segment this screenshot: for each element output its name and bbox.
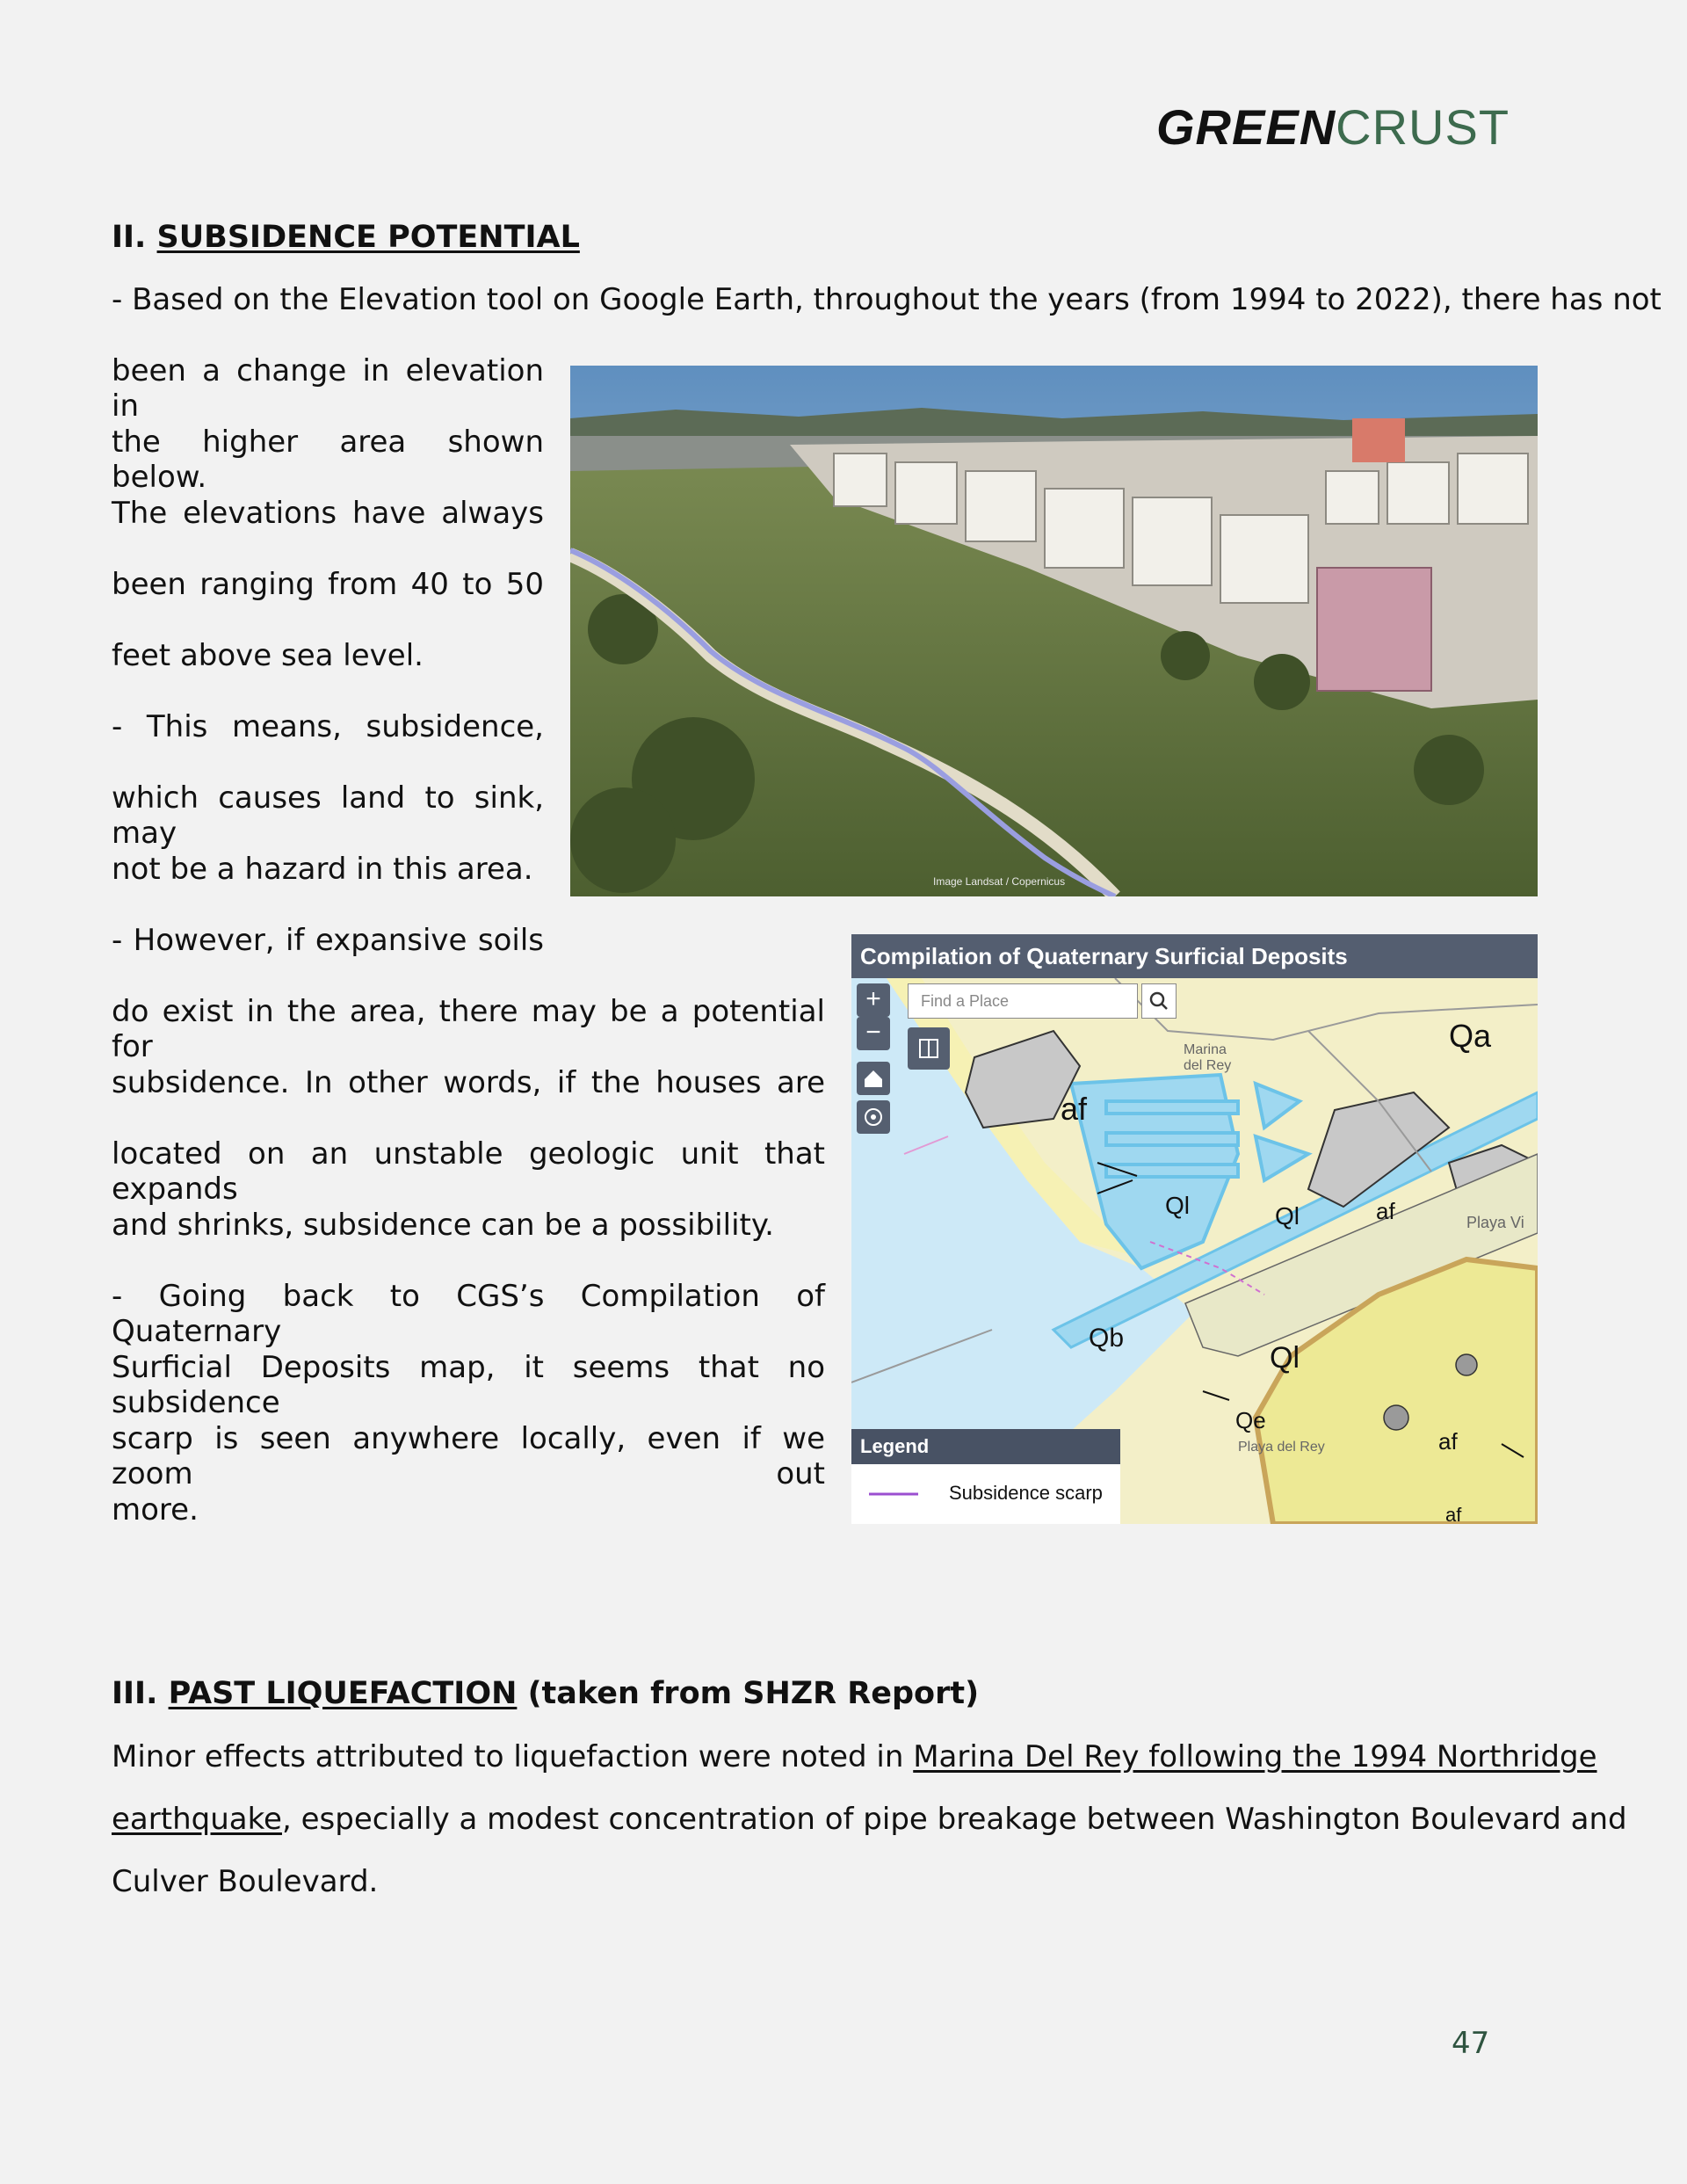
section-iii-title: PAST LIQUEFACTION [168,1676,518,1711]
body-line: - This means, subsidence, [112,709,544,744]
body-line: not be a hazard in this area. [112,852,533,887]
legend-item-subsidence-scarp: Subsidence scarp [949,1482,1103,1504]
liquefaction-paragraph-line: Culver Boulevard. [112,1864,379,1899]
body-line: more. [112,1492,199,1527]
body-line: been a change in elevation in [112,353,544,424]
layers-icon [908,1027,950,1070]
find-place-search-button[interactable] [1141,983,1177,1019]
aerial-photo-image [570,366,1538,896]
body-line: feet above sea level. [112,638,424,673]
zoom-out-button[interactable]: − [857,1017,890,1050]
search-icon [1142,984,1176,1018]
map-title: Compilation of Quaternary Surficial Deposits [851,934,1538,978]
map-label-qb: Qb [1089,1324,1125,1353]
map-label-playa-vista: Playa Vi [1466,1214,1524,1231]
home-icon [857,1062,890,1095]
find-place-input[interactable]: Find a Place [908,983,1138,1019]
section-ii-title: SUBSIDENCE POTENTIAL [156,220,580,255]
section-iii-subtitle: (taken from SHZR Report) [527,1676,980,1711]
body-line: the higher area shown below. [112,424,544,495]
body-line: Surficial Deposits map, it seems that no subsidence [112,1350,825,1420]
map-label-ql: Ql [1165,1192,1190,1219]
photo-credit: Image Landsat / Copernicus [933,875,1066,888]
legend-header: Legend [851,1429,1120,1464]
northridge-reference-link[interactable]: Marina Del Rey following the 1994 Northridge [913,1739,1597,1774]
body-line: and shrinks, subsidence can be a possibility. [112,1208,774,1243]
map-label-marina-del-rey: Marina del Rey [1184,1042,1232,1073]
paragraph-text: , especially a modest concentration of pipe breakage between Washington Boulevard and [281,1802,1627,1837]
paragraph-text: Minor effects attributed to liquefaction were noted in [112,1739,914,1774]
legend-body [851,1464,1120,1524]
map-label-ql: Ql [1270,1341,1300,1375]
aerial-photo [570,366,1538,896]
logo-crust-text: CRUST [1336,99,1510,155]
body-line: - However, if expansive soils [112,923,544,958]
geologic-map[interactable] [851,934,1538,1524]
section-ii-number: II. [112,220,147,255]
section-iii-number: III. [112,1676,158,1711]
body-line: subsidence. In other words, if the houses are [112,1065,825,1100]
zoom-in-button[interactable]: + [857,983,890,1017]
section-iii-heading [112,1676,979,1711]
body-line: The elevations have always [112,496,544,531]
home-button[interactable] [857,1062,890,1095]
body-line: been ranging from 40 to 50 [112,567,544,602]
map-label-ql: Ql [1275,1202,1300,1230]
map-label-af: af [1376,1198,1395,1224]
liquefaction-paragraph-line [112,1802,1627,1837]
map-label-af: af [1061,1091,1088,1127]
map-label-playa-del-rey: Playa del Rey [1238,1440,1325,1455]
map-label-qe: Qe [1235,1407,1266,1433]
map-label-af: af [1445,1504,1462,1524]
earthquake-reference-link[interactable]: earthquake [112,1802,282,1837]
liquefaction-paragraph-line [112,1739,1597,1774]
body-line: scarp is seen anywhere locally, even if we zoom out [112,1421,825,1491]
body-line: which causes land to sink, may [112,780,544,851]
body-line: - Based on the Elevation tool on Google Earth, throughout the years (from 1994 to 2022), there has not [112,282,1662,317]
logo-green-text: GREEN [1156,99,1336,155]
body-line: located on an unstable geologic unit that expands [112,1136,825,1207]
subsidence-scarp-swatch-icon [867,1485,920,1503]
page-number: 47 [1452,2026,1490,2061]
section-ii-heading [112,220,580,255]
basemap-toggle-button[interactable] [908,1027,950,1070]
body-line: do exist in the area, there may be a potential for [112,994,825,1064]
greencrust-logo [1156,98,1510,156]
body-line: - Going back to CGS’s Compilation of Quaternary [112,1279,825,1349]
locate-button[interactable] [857,1100,890,1134]
map-label-af: af [1438,1428,1458,1455]
map-label-qa: Qa [1449,1018,1492,1054]
crosshair-icon [857,1100,890,1134]
